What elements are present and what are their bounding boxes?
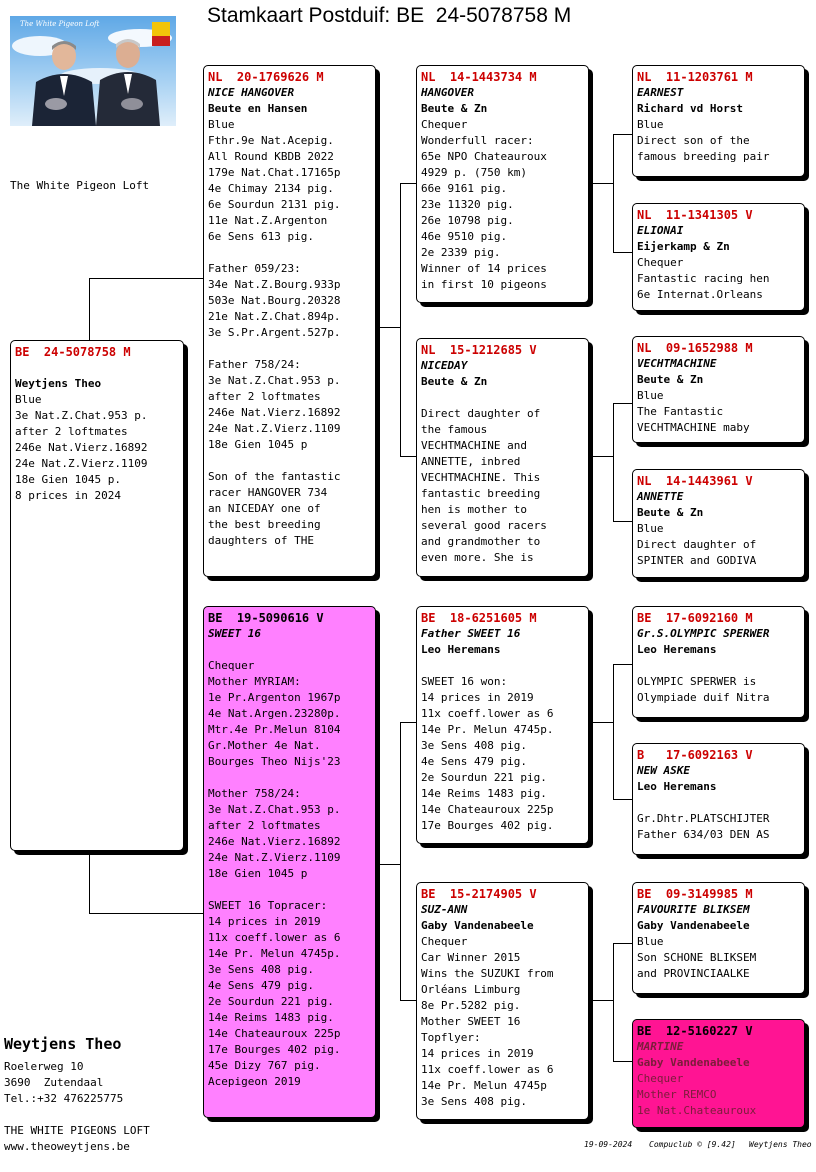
connector-line bbox=[89, 278, 204, 279]
info-line: 14e Pr. Melun 4745p bbox=[421, 1079, 547, 1092]
ring-number: NL 15-1212685 V bbox=[421, 343, 537, 357]
info-line: 18e Gien 1045 p bbox=[208, 867, 308, 880]
info-line: 11x coeff.lower as 6 bbox=[421, 1063, 554, 1076]
owner-street: Roelerweg 10 bbox=[4, 1060, 84, 1073]
info-line: 26e 10798 pig. bbox=[421, 214, 514, 227]
connector-line bbox=[400, 1000, 417, 1001]
info-line: Blue bbox=[637, 389, 664, 402]
info-line: 3e S.Pr.Argent.527p. bbox=[208, 326, 341, 339]
info-line: 2e 2339 pig. bbox=[421, 246, 501, 259]
info-line: Son SCHONE BLIKSEM bbox=[637, 951, 757, 964]
ring-number: BE 09-3149985 M bbox=[637, 887, 753, 901]
pigeon-card-ffm[interactable] bbox=[632, 203, 805, 311]
info-line: the famous bbox=[421, 423, 488, 436]
info-line: 24e Nat.Z.Vierz.1109 bbox=[208, 422, 341, 435]
info-line: Car Winner 2015 bbox=[421, 951, 521, 964]
info-line: Mother MYRIAM: bbox=[208, 675, 301, 688]
info-line: 246e Nat.Vierz.16892 bbox=[208, 406, 341, 419]
breeder-name: Beute & Zn bbox=[637, 373, 704, 386]
info-line: The Fantastic bbox=[637, 405, 724, 418]
info-line: Bourges Theo Nijs'23 bbox=[208, 755, 341, 768]
info-line bbox=[208, 341, 371, 357]
info-line: after 2 loftmates bbox=[15, 425, 128, 438]
info-line: Chequer bbox=[637, 1072, 684, 1085]
pigeon-name: Father SWEET 16 bbox=[421, 627, 521, 640]
info-line: an NICEDAY one of bbox=[208, 502, 321, 515]
info-line: 14e Chateauroux 225p bbox=[421, 803, 554, 816]
info-line: 503e Nat.Bourg.20328 bbox=[208, 294, 341, 307]
info-line: OLYMPIC SPERWER is bbox=[637, 675, 757, 688]
info-line: VECHTMACHINE. This bbox=[421, 471, 541, 484]
info-line: 14e Pr. Melun 4745p. bbox=[208, 947, 341, 960]
pigeon-name: FAVOURITE BLIKSEM bbox=[637, 903, 750, 916]
info-line: Chequer bbox=[637, 256, 684, 269]
ring-number: NL 11-1203761 M bbox=[637, 70, 753, 84]
info-line: 21e Nat.Z.Chat.894p. bbox=[208, 310, 341, 323]
info-line: Direct daughter of bbox=[637, 538, 757, 551]
connector-line bbox=[613, 252, 633, 253]
info-line: 246e Nat.Vierz.16892 bbox=[15, 441, 148, 454]
info-line bbox=[637, 658, 800, 674]
breeder-name: Beute en Hansen bbox=[208, 102, 308, 115]
ring-number: BE 18-6251605 M bbox=[421, 611, 537, 625]
info-line: 2e Sourdun 221 pig. bbox=[421, 771, 547, 784]
info-line: 3e Nat.Z.Chat.953 p. bbox=[208, 374, 341, 387]
connector-line bbox=[376, 864, 400, 865]
info-line: 246e Nat.Vierz.16892 bbox=[208, 835, 341, 848]
info-line: 18e Gien 1045 p. bbox=[15, 473, 121, 486]
breeder-name bbox=[208, 642, 371, 658]
info-line: 14e Reims 1483 pig. bbox=[421, 787, 547, 800]
owner-name: Weytjens Theo bbox=[4, 1035, 122, 1053]
info-line: 3e Sens 408 pig. bbox=[421, 739, 527, 752]
info-line: the best breeding bbox=[208, 518, 321, 531]
info-line: 8e Pr.5282 pig. bbox=[421, 999, 521, 1012]
info-line: 18e Gien 1045 p bbox=[208, 438, 308, 451]
ring-number: BE 19-5090616 V bbox=[208, 611, 324, 625]
connector-line bbox=[400, 183, 401, 456]
connector-line bbox=[613, 799, 633, 800]
pigeon-card-ff[interactable] bbox=[416, 65, 589, 303]
info-line: Chequer bbox=[421, 935, 468, 948]
info-line: Father 758/24: bbox=[208, 358, 301, 371]
info-line: several good racers bbox=[421, 519, 547, 532]
connector-line bbox=[89, 913, 204, 914]
connector-line bbox=[613, 943, 633, 944]
info-line: 24e Nat.Z.Vierz.1109 bbox=[208, 851, 341, 864]
connector-line bbox=[613, 403, 614, 521]
breeder-name: Eijerkamp & Zn bbox=[637, 240, 730, 253]
info-line: 4e Sens 479 pig. bbox=[421, 755, 527, 768]
info-line: 17e Bourges 402 pig. bbox=[208, 1043, 341, 1056]
connector-line bbox=[613, 664, 614, 799]
info-line: ANNETTE, inbred bbox=[421, 455, 521, 468]
info-line: Direct son of the bbox=[637, 134, 750, 147]
connector-line bbox=[89, 278, 90, 340]
pigeon-name: SWEET 16 bbox=[208, 627, 261, 640]
pigeon-name: NICE HANGOVER bbox=[208, 86, 295, 99]
info-line: 8 prices in 2024 bbox=[15, 489, 121, 502]
info-line: Olympiade duif Nitra bbox=[637, 691, 770, 704]
info-line: 34e Nat.Z.Bourg.933p bbox=[208, 278, 341, 291]
info-line: SWEET 16 won: bbox=[421, 675, 508, 688]
info-line: 66e 9161 pig. bbox=[421, 182, 508, 195]
connector-line bbox=[613, 403, 633, 404]
connector-line bbox=[376, 327, 400, 328]
footer-user: Weytjens Theo bbox=[749, 1140, 812, 1149]
pigeon-card-mmm[interactable] bbox=[632, 1019, 805, 1128]
breeder-name: Beute & Zn bbox=[421, 102, 488, 115]
connector-line bbox=[589, 456, 613, 457]
breeder-name: Leo Heremans bbox=[421, 643, 501, 656]
pigeon-name: NICEDAY bbox=[421, 359, 468, 372]
info-line: 1e Nat.Chateauroux bbox=[637, 1104, 757, 1117]
info-line: Son of the fantastic bbox=[208, 470, 341, 483]
info-line: 4929 p. (750 km) bbox=[421, 166, 527, 179]
info-line: daughters of THE bbox=[208, 534, 314, 547]
connector-line bbox=[613, 943, 614, 1061]
info-line: 4e Nat.Argen.23280p. bbox=[208, 707, 341, 720]
info-line: 3e Nat.Z.Chat.953 p. bbox=[15, 409, 148, 422]
info-line: Fantastic racing hen bbox=[637, 272, 770, 285]
pigeon-name: ELIONAI bbox=[637, 224, 684, 237]
ring-number: NL 11-1341305 V bbox=[637, 208, 753, 222]
info-line: 11e Nat.Z.Argenton bbox=[208, 214, 328, 227]
info-line: 4e Chimay 2134 pig. bbox=[208, 182, 334, 195]
connector-line bbox=[613, 134, 614, 252]
info-line: Mother SWEET 16 bbox=[421, 1015, 521, 1028]
breeder-name: Richard vd Horst bbox=[637, 102, 743, 115]
pigeon-card-mm[interactable] bbox=[416, 882, 589, 1120]
breeder-name: Beute & Zn bbox=[421, 375, 488, 388]
connector-line bbox=[613, 521, 633, 522]
spacer bbox=[15, 360, 179, 376]
pigeon-card-fm[interactable] bbox=[416, 338, 589, 577]
ring-number: BE 15-2174905 V bbox=[421, 887, 537, 901]
info-line: 3e Sens 408 pig. bbox=[421, 1095, 527, 1108]
connector-line bbox=[589, 183, 613, 184]
info-line: Mtr.4e Pr.Melun 8104 bbox=[208, 723, 341, 736]
info-line: 179e Nat.Chat.17165p bbox=[208, 166, 341, 179]
pigeon-name: EARNEST bbox=[637, 86, 684, 99]
ring-number: NL 09-1652988 M bbox=[637, 341, 753, 355]
info-line: Father 634/03 DEN AS bbox=[637, 828, 770, 841]
info-line: Blue bbox=[637, 118, 664, 131]
info-line: Blue bbox=[637, 522, 664, 535]
owner-loft: THE WHITE PIGEONS LOFT bbox=[4, 1124, 150, 1137]
breeder-name: Weytjens Theo bbox=[15, 377, 102, 390]
pigeon-card-mff[interactable] bbox=[632, 606, 805, 718]
breeder-name: Beute & Zn bbox=[637, 506, 704, 519]
pigeon-card-fmf[interactable] bbox=[632, 336, 805, 443]
owner-city: 3690 Zutendaal bbox=[4, 1076, 104, 1089]
ring-number: BE 17-6092160 M bbox=[637, 611, 753, 625]
info-line bbox=[421, 390, 584, 406]
ring-number: NL 14-1443961 V bbox=[637, 474, 753, 488]
info-line: 3e Sens 408 pig. bbox=[208, 963, 314, 976]
owners-photo-image bbox=[10, 16, 176, 126]
info-line: 14 prices in 2019 bbox=[208, 915, 321, 928]
info-line bbox=[637, 795, 800, 811]
info-line bbox=[208, 882, 371, 898]
ring-number: NL 20-1769626 M bbox=[208, 70, 324, 84]
info-line: famous breeding pair bbox=[637, 150, 770, 163]
connector-line bbox=[589, 722, 613, 723]
info-line: 14 prices in 2019 bbox=[421, 691, 534, 704]
info-line: SPINTER and GODIVA bbox=[637, 554, 757, 567]
pigeon-name: VECHTMACHINE bbox=[637, 357, 717, 370]
info-line: 14e Reims 1483 pig. bbox=[208, 1011, 334, 1024]
pigeon-card-fff[interactable] bbox=[632, 65, 805, 177]
loft-name: The White Pigeon Loft bbox=[10, 179, 150, 192]
info-line: racer HANGOVER 734 bbox=[208, 486, 328, 499]
pigeon-name: HANGOVER bbox=[421, 86, 474, 99]
ring-number: BE 24-5078758 M bbox=[15, 345, 131, 359]
breeder-name: Gaby Vandenabeele bbox=[637, 1056, 750, 1069]
info-line: Mother 758/24: bbox=[208, 787, 301, 800]
loft-photo bbox=[10, 16, 176, 126]
info-line bbox=[208, 245, 371, 261]
info-line: and grandmother to bbox=[421, 535, 541, 548]
info-line: 14e Chateauroux 225p bbox=[208, 1027, 341, 1040]
pigeon-name: MARTINE bbox=[637, 1040, 684, 1053]
info-line: Topflyer: bbox=[421, 1031, 481, 1044]
info-line: Blue bbox=[637, 935, 664, 948]
connector-line bbox=[613, 1061, 633, 1062]
pigeon-name: NEW ASKE bbox=[637, 764, 690, 777]
info-line: Wonderfull racer: bbox=[421, 134, 534, 147]
info-line: even more. She is bbox=[421, 551, 534, 564]
pigeon-card-fmm[interactable] bbox=[632, 469, 805, 578]
info-line: VECHTMACHINE maby bbox=[637, 421, 750, 434]
info-line: 4e Sens 479 pig. bbox=[208, 979, 314, 992]
pigeon-card-mmf[interactable] bbox=[632, 882, 805, 994]
info-line: Gr.Dhtr.PLATSCHIJTER bbox=[637, 812, 770, 825]
connector-line bbox=[89, 851, 90, 913]
info-line bbox=[421, 658, 584, 674]
connector-line bbox=[400, 456, 417, 457]
connector-line bbox=[613, 664, 633, 665]
info-line: in first 10 pigeons bbox=[421, 278, 547, 291]
info-line bbox=[208, 453, 371, 469]
pigeon-card-mfm[interactable] bbox=[632, 743, 805, 855]
info-line: 45e Dizy 767 pig. bbox=[208, 1059, 321, 1072]
connector-line bbox=[400, 183, 417, 184]
pigeon-card-mother[interactable] bbox=[203, 606, 376, 1118]
info-line: 6e Sourdun 2131 pig. bbox=[208, 198, 341, 211]
breeder-name: Leo Heremans bbox=[637, 643, 717, 656]
info-line: after 2 loftmates bbox=[208, 819, 321, 832]
info-line: Blue bbox=[208, 118, 235, 131]
connector-line bbox=[400, 722, 417, 723]
owner-website[interactable]: www.theoweytjens.be bbox=[4, 1140, 130, 1153]
info-line: VECHTMACHINE and bbox=[421, 439, 527, 452]
info-line: 46e 9510 pig. bbox=[421, 230, 508, 243]
info-line: Direct daughter of bbox=[421, 407, 541, 420]
pigeon-card-mf[interactable] bbox=[416, 606, 589, 844]
info-line: 65e NPO Chateauroux bbox=[421, 150, 547, 163]
info-line: All Round KBDB 2022 bbox=[208, 150, 334, 163]
pigeon-name: Gr.S.OLYMPIC SPERWER bbox=[637, 627, 770, 640]
info-line: 17e Bourges 402 pig. bbox=[421, 819, 554, 832]
ring-number: B 17-6092163 V bbox=[637, 748, 753, 762]
info-line: 14e Pr. Melun 4745p. bbox=[421, 723, 554, 736]
footer-date: 19-09-2024 bbox=[584, 1140, 633, 1149]
info-line: 11x coeff.lower as 6 bbox=[421, 707, 554, 720]
info-line: 3e Nat.Z.Chat.953 p. bbox=[208, 803, 341, 816]
footer-software: Compuclub © [9.42] bbox=[649, 1140, 736, 1149]
info-line: 23e 11320 pig. bbox=[421, 198, 514, 211]
info-line: SWEET 16 Topracer: bbox=[208, 899, 328, 912]
info-line: fantastic breeding bbox=[421, 487, 541, 500]
info-line: 6e Internat.Orleans bbox=[637, 288, 763, 301]
info-line: Wins the SUZUKI from bbox=[421, 967, 554, 980]
breeder-name: Leo Heremans bbox=[637, 780, 717, 793]
info-line: Winner of 14 prices bbox=[421, 262, 547, 275]
connector-line bbox=[589, 1000, 613, 1001]
info-line: 11x coeff.lower as 6 bbox=[208, 931, 341, 944]
breeder-name: Gaby Vandenabeele bbox=[637, 919, 750, 932]
svg-text:The White Pigeon Loft: The White Pigeon Loft bbox=[20, 20, 100, 28]
info-line: Gr.Mother 4e Nat. bbox=[208, 739, 321, 752]
connector-line bbox=[400, 722, 401, 1000]
info-line: 6e Sens 613 pig. bbox=[208, 230, 314, 243]
info-line: Orléans Limburg bbox=[421, 983, 521, 996]
info-line: Chequer bbox=[208, 659, 255, 672]
connector-line bbox=[613, 134, 633, 135]
info-line: Chequer bbox=[421, 118, 468, 131]
breeder-name: Gaby Vandenabeele bbox=[421, 919, 534, 932]
page-title: Stamkaart Postduif: BE 24-5078758 M bbox=[207, 4, 572, 27]
pigeon-card-father[interactable] bbox=[203, 65, 376, 577]
info-line: Blue bbox=[15, 393, 42, 406]
pigeon-name: SUZ-ANN bbox=[421, 903, 468, 916]
ring-number: BE 12-5160227 V bbox=[637, 1024, 753, 1038]
info-line: after 2 loftmates bbox=[208, 390, 321, 403]
pigeon-card-main[interactable] bbox=[10, 340, 184, 851]
info-line: Mother REMCO bbox=[637, 1088, 717, 1101]
info-line: 2e Sourdun 221 pig. bbox=[208, 995, 334, 1008]
info-line: 14 prices in 2019 bbox=[421, 1047, 534, 1060]
info-line: 1e Pr.Argenton 1967p bbox=[208, 691, 341, 704]
info-line bbox=[208, 770, 371, 786]
info-line: Acepigeon 2019 bbox=[208, 1075, 301, 1088]
info-line: Fthr.9e Nat.Acepig. bbox=[208, 134, 334, 147]
owner-phone: Tel.:+32 476225775 bbox=[4, 1092, 124, 1105]
info-line: Father 059/23: bbox=[208, 262, 301, 275]
info-line: hen is mother to bbox=[421, 503, 527, 516]
info-line: 24e Nat.Z.Vierz.1109 bbox=[15, 457, 148, 470]
info-line: and PROVINCIAALKE bbox=[637, 967, 750, 980]
ring-number: NL 14-1443734 M bbox=[421, 70, 537, 84]
pigeon-name: ANNETTE bbox=[637, 490, 684, 503]
